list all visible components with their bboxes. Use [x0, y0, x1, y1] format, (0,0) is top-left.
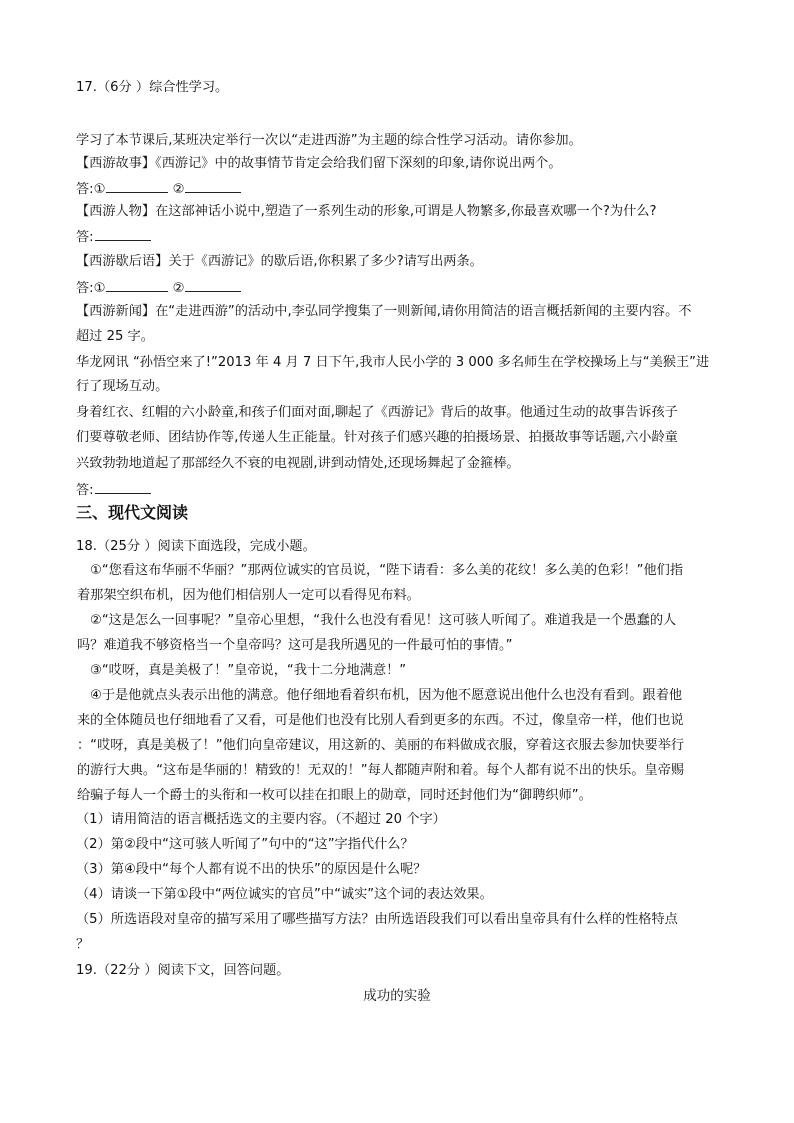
q18-para4-line1: ④于是他就点头表示出他的满意。他仔细地看着织布机，因为他不愿意说出他什么也没有看到。跟着他 [90, 688, 683, 703]
q17-story-prompt [76, 154, 562, 174]
q17-story-answer [76, 178, 241, 200]
q17-news-text-2: 超过 25 字。 [76, 329, 154, 344]
q18-para2-line1: ②“这是怎么一回事呢？”皇帝心里想，“我什么也没有看见！这可骇人听闻了。难道我是一个愚蠢的人 [90, 613, 677, 628]
q17-story-tag: 【西游故事】 [76, 156, 156, 171]
q18-para4-line2: 来的全体随员也仔细地看了又看，可是他们也没有比别人看到更多的东西。不过，像皇帝一样，他们也说 [77, 713, 684, 728]
answer-mark-2: ② [172, 182, 185, 197]
article-title: 成功的实验 [363, 988, 431, 1004]
q17-news-answer [76, 479, 151, 501]
q18-question-3: （3）第④段中“每个人都有说不出的快乐”的原因是什么呢？ [76, 862, 427, 877]
q18-para4-line3: ：“哎呀，真是美极了！”他们向皇帝建议，用这新的、美丽的布料做成衣服，穿着这衣服去参加快要举行 [77, 738, 685, 753]
q17-character-answer [76, 226, 151, 248]
q18-para1-line2: 着那架空织布机，因为他们相信别人一定可以看得见布料。 [77, 588, 420, 603]
q17-character-prompt [76, 202, 656, 222]
q17-news-prompt [76, 302, 691, 322]
answer-blank-1[interactable] [106, 178, 168, 193]
q17-news-para2-line2: 们要尊敬老师、团结协作等,传递人生正能量。针对孩子们感兴趣的拍摄场景、拍摄故事等话题,六小龄童 [76, 430, 678, 445]
answer-prefix: 答: [76, 230, 94, 245]
q19-header: 19.（22分 ）阅读下文，回答问题。 [76, 963, 290, 978]
q17-news-para1-line1: 华龙网讯 “孙悟空来了!”2013 年 4 月 7 日下午,我市人民小学的 3 000 多名师生在学校操场上与“美猴王”进 [76, 355, 710, 370]
q18-question-5-wrap: ？ [76, 937, 90, 952]
q17-news-para2-line1: 身着红衣、红帽的六小龄童,和孩子们面对面,聊起了《西游记》背后的故事。他通过生动的故事告诉孩子 [76, 405, 678, 420]
q18-question-2: （2）第②段中“这可骇人听闻了”句中的“这”字指代什么？ [76, 837, 414, 852]
q17-news-para2-line3: 兴致勃勃地道起了那部经久不衰的电视剧,讲到动情处,还现场舞起了金箍棒。 [76, 456, 520, 471]
answer-blank-2[interactable] [185, 277, 241, 292]
q17-story-text: 《西游记》中的故事情节肯定会给我们留下深刻的印象,请你说出两个。 [155, 156, 562, 171]
q17-proverb-answer [76, 277, 241, 299]
q17-character-text: 在这部神话小说中,塑造了一系列生动的形象,可谓是人物繁多,你最喜欢哪一个?为什么? [155, 204, 657, 219]
q18-question-4: （4）请谈一下第①段中“两位诚实的官员”中“诚实”这个词的表达效果。 [76, 887, 493, 902]
answer-blank[interactable] [95, 226, 151, 241]
q18-para3-line1: ③“哎呀，真是美极了！”皇帝说，“我十二分地满意！” [90, 663, 407, 678]
q17-header: 17.（6分 ）综合性学习。 [76, 80, 229, 95]
q18-para4-line4: 的游行大典。“这布是华丽的！精致的！无双的！”每人都随声附和着。每个人都有说不出的快乐。皇帝赐 [77, 763, 685, 778]
q17-news-para1-line2: 行了现场互动。 [76, 379, 169, 394]
answer-blank-2[interactable] [185, 178, 241, 193]
q17-news-text-1: 在“走进西游”的活动中,李弘同学搜集了一则新闻,请你用简洁的语言概括新闻的主要内容。不 [155, 304, 692, 319]
q18-question-5: （5）所选语段对皇帝的描写采用了哪些描写方法？由所选语段我们可以看出皇帝具有什么样的性格特点 [76, 912, 678, 927]
answer-blank-1[interactable] [106, 277, 168, 292]
q17-proverb-prompt [76, 252, 483, 272]
q17-intro: 学习了本节课后,某班决定举行一次以“走进西游”为主题的综合性学习活动。请你参加。 [76, 133, 582, 148]
q17-character-tag: 【西游人物】 [76, 204, 156, 219]
q18-header: 18.（25分 ）阅读下面选段，完成小题。 [76, 539, 316, 554]
q18-para2-line2: 吗？难道我不够资格当一个皇帝吗？这可是我所遇见的一件最可怕的事情。” [77, 638, 513, 653]
answer-prefix: 答:① [76, 182, 106, 197]
answer-prefix: 答: [76, 483, 94, 498]
answer-mark-2: ② [172, 281, 185, 296]
q17-news-tag: 【西游新闻】 [76, 304, 156, 319]
q18-question-1: （1）请用简洁的语言概括选文的主要内容。（不超过 20 个字） [76, 812, 446, 827]
q18-para4-line5: 给骗子每人一个爵士的头衔和一枚可以挂在扣眼上的勋章，同时还封他们为“御聘织师”。 [77, 788, 592, 803]
answer-prefix: 答:① [76, 281, 106, 296]
q17-proverb-tag: 【西游歇后语】 [76, 254, 169, 269]
q18-para1-line1: ①“您看这布华丽不华丽？”那两位诚实的官员说，“陛下请看：多么美的花纹！多么美的色彩！”他们指 [90, 563, 684, 578]
q17-proverb-text: 关于《西游记》的歇后语,你积累了多少?请写出两条。 [168, 254, 483, 269]
answer-blank[interactable] [95, 479, 151, 494]
section-title: 三、现代文阅读 [76, 503, 189, 522]
